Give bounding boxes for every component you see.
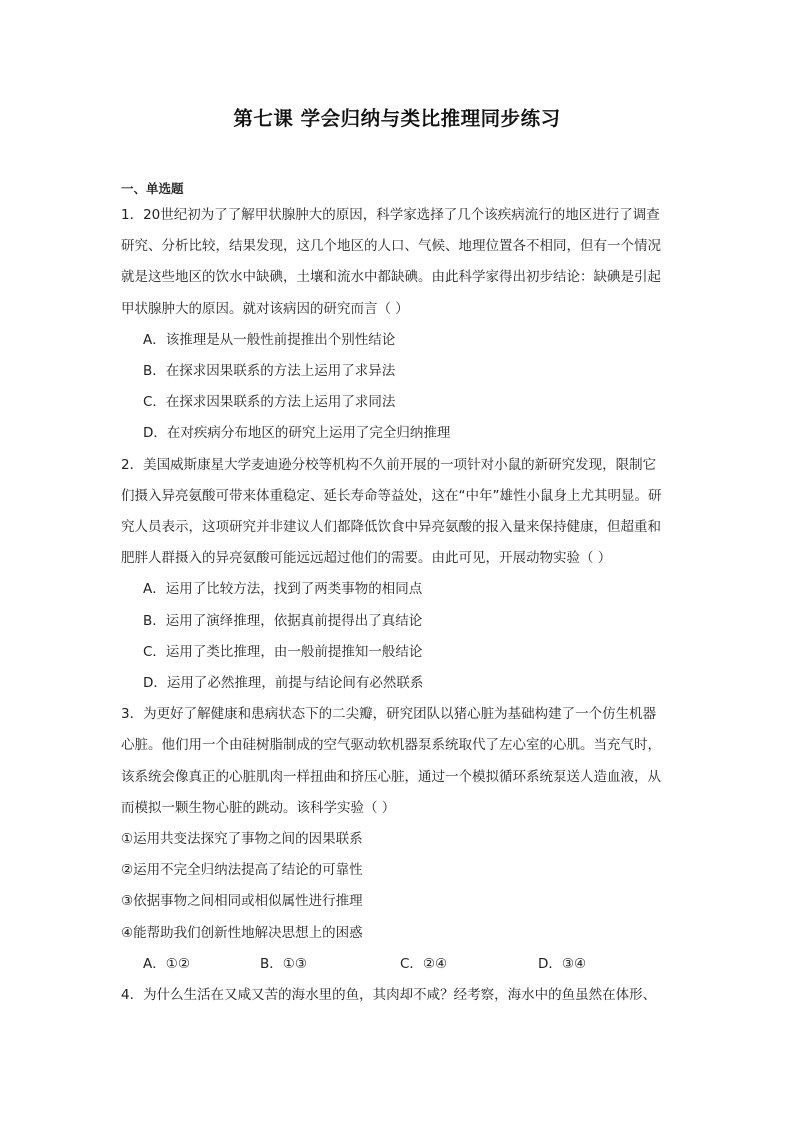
choice-a: A．①② bbox=[143, 955, 190, 972]
choice-b: B．①③ bbox=[260, 955, 307, 972]
question-stem-line: 就是这些地区的饮水中缺碘，土壤和流水中都缺碘。由此科学家得出初步结论：缺碘是引起 bbox=[121, 269, 661, 286]
question-stem-line: 该系统会像真正的心脏肌肉一样扭曲和挤压心脏，通过一个模拟循环系统泵送人造血液，从 bbox=[121, 768, 661, 785]
question-1 bbox=[121, 200, 681, 450]
option-b: B．在探求因果联系的方法上运用了求异法 bbox=[143, 363, 396, 380]
choice-d: D．③④ bbox=[538, 955, 587, 972]
option-c: C．运用了类比推理，由一般前提推知一般结论 bbox=[143, 643, 423, 660]
question-stem-line: 1．20世纪初为了了解甲状腺肿大的原因，科学家选择了几个该疾病流行的地区进行了调查 bbox=[121, 207, 660, 223]
question-stem-line: 4．为什么生活在又咸又苦的海水里的鱼，其肉却不咸？经考察，海水中的鱼虽然在体形、 bbox=[121, 987, 657, 1004]
option-b: B．运用了演绎推理，依据真前提得出了真结论 bbox=[143, 612, 423, 629]
choice-c: C．②④ bbox=[400, 955, 448, 972]
option-c: C．在探求因果联系的方法上运用了求同法 bbox=[143, 394, 396, 411]
question-stem-line: 们摄入异亮氨酸可带来体重稳定、延长寿命等益处，这在“中年”雄性小鼠身上尤其明显。研 bbox=[121, 487, 662, 504]
question-stem-line: 而模拟一颗生物心脏的跳动。该科学实验（ ） bbox=[121, 799, 396, 816]
option-d: D．运用了必然推理，前提与结论间有必然联系 bbox=[143, 675, 424, 692]
question-stem-line: 究人员表示，这项研究并非建议人们都降低饮食中异亮氨酸的报入量来保持健康，但超重和 bbox=[121, 519, 661, 536]
question-stem-line: 甲状腺肿大的原因。就对该病因的研究而言（ ） bbox=[121, 300, 409, 317]
question-stem-line: 心脏。他们用一个由硅树脂制成的空气驱动软机器泵系统取代了左心室的心肌。当充气时， bbox=[121, 737, 661, 754]
statement-3: ③依据事物之间相同或相似属性进行推理 bbox=[121, 893, 363, 910]
option-a: A．该推理是从一般性前提推出个别性结论 bbox=[143, 331, 396, 348]
statement-1: ①运用共变法探究了事物之间的因果联系 bbox=[121, 831, 363, 848]
section-heading: 一、单选题 bbox=[121, 181, 184, 196]
option-a: A．运用了比较方法，找到了两类事物的相同点 bbox=[143, 581, 423, 598]
question-stem-line: 肥胖人群摄入的异亮氨酸可能远远超过他们的需要。由此可见，开展动物实验（ ） bbox=[121, 550, 612, 567]
document-body bbox=[121, 180, 681, 1011]
page-title: 第七课 学会归纳与类比推理同步练习 bbox=[233, 107, 561, 130]
statement-4: ④能帮助我们创新性地解决思想上的困惑 bbox=[121, 924, 363, 941]
question-stem-line: 2．美国威斯康星大学麦迪逊分校等机构不久前开展的一项针对小鼠的新研究发现，限制它 bbox=[121, 456, 657, 473]
question-4 bbox=[121, 980, 681, 1011]
statement-2: ②运用不完全归纳法提高了结论的可靠性 bbox=[121, 862, 363, 879]
question-stem-line: 3．为更好了解健康和患病状态下的二尖瓣，研究团队以猪心脏为基础构建了一个仿生机器 bbox=[121, 706, 657, 723]
question-stem-line: 研究、分析比较，结果发现，这几个地区的人口、气候、地理位置各不相同，但有一个情况 bbox=[121, 238, 661, 255]
answer-choices bbox=[121, 949, 681, 980]
question-3 bbox=[121, 699, 681, 980]
question-2 bbox=[121, 450, 681, 700]
option-d: D．在对疾病分布地区的研究上运用了完全归纳推理 bbox=[143, 425, 451, 442]
